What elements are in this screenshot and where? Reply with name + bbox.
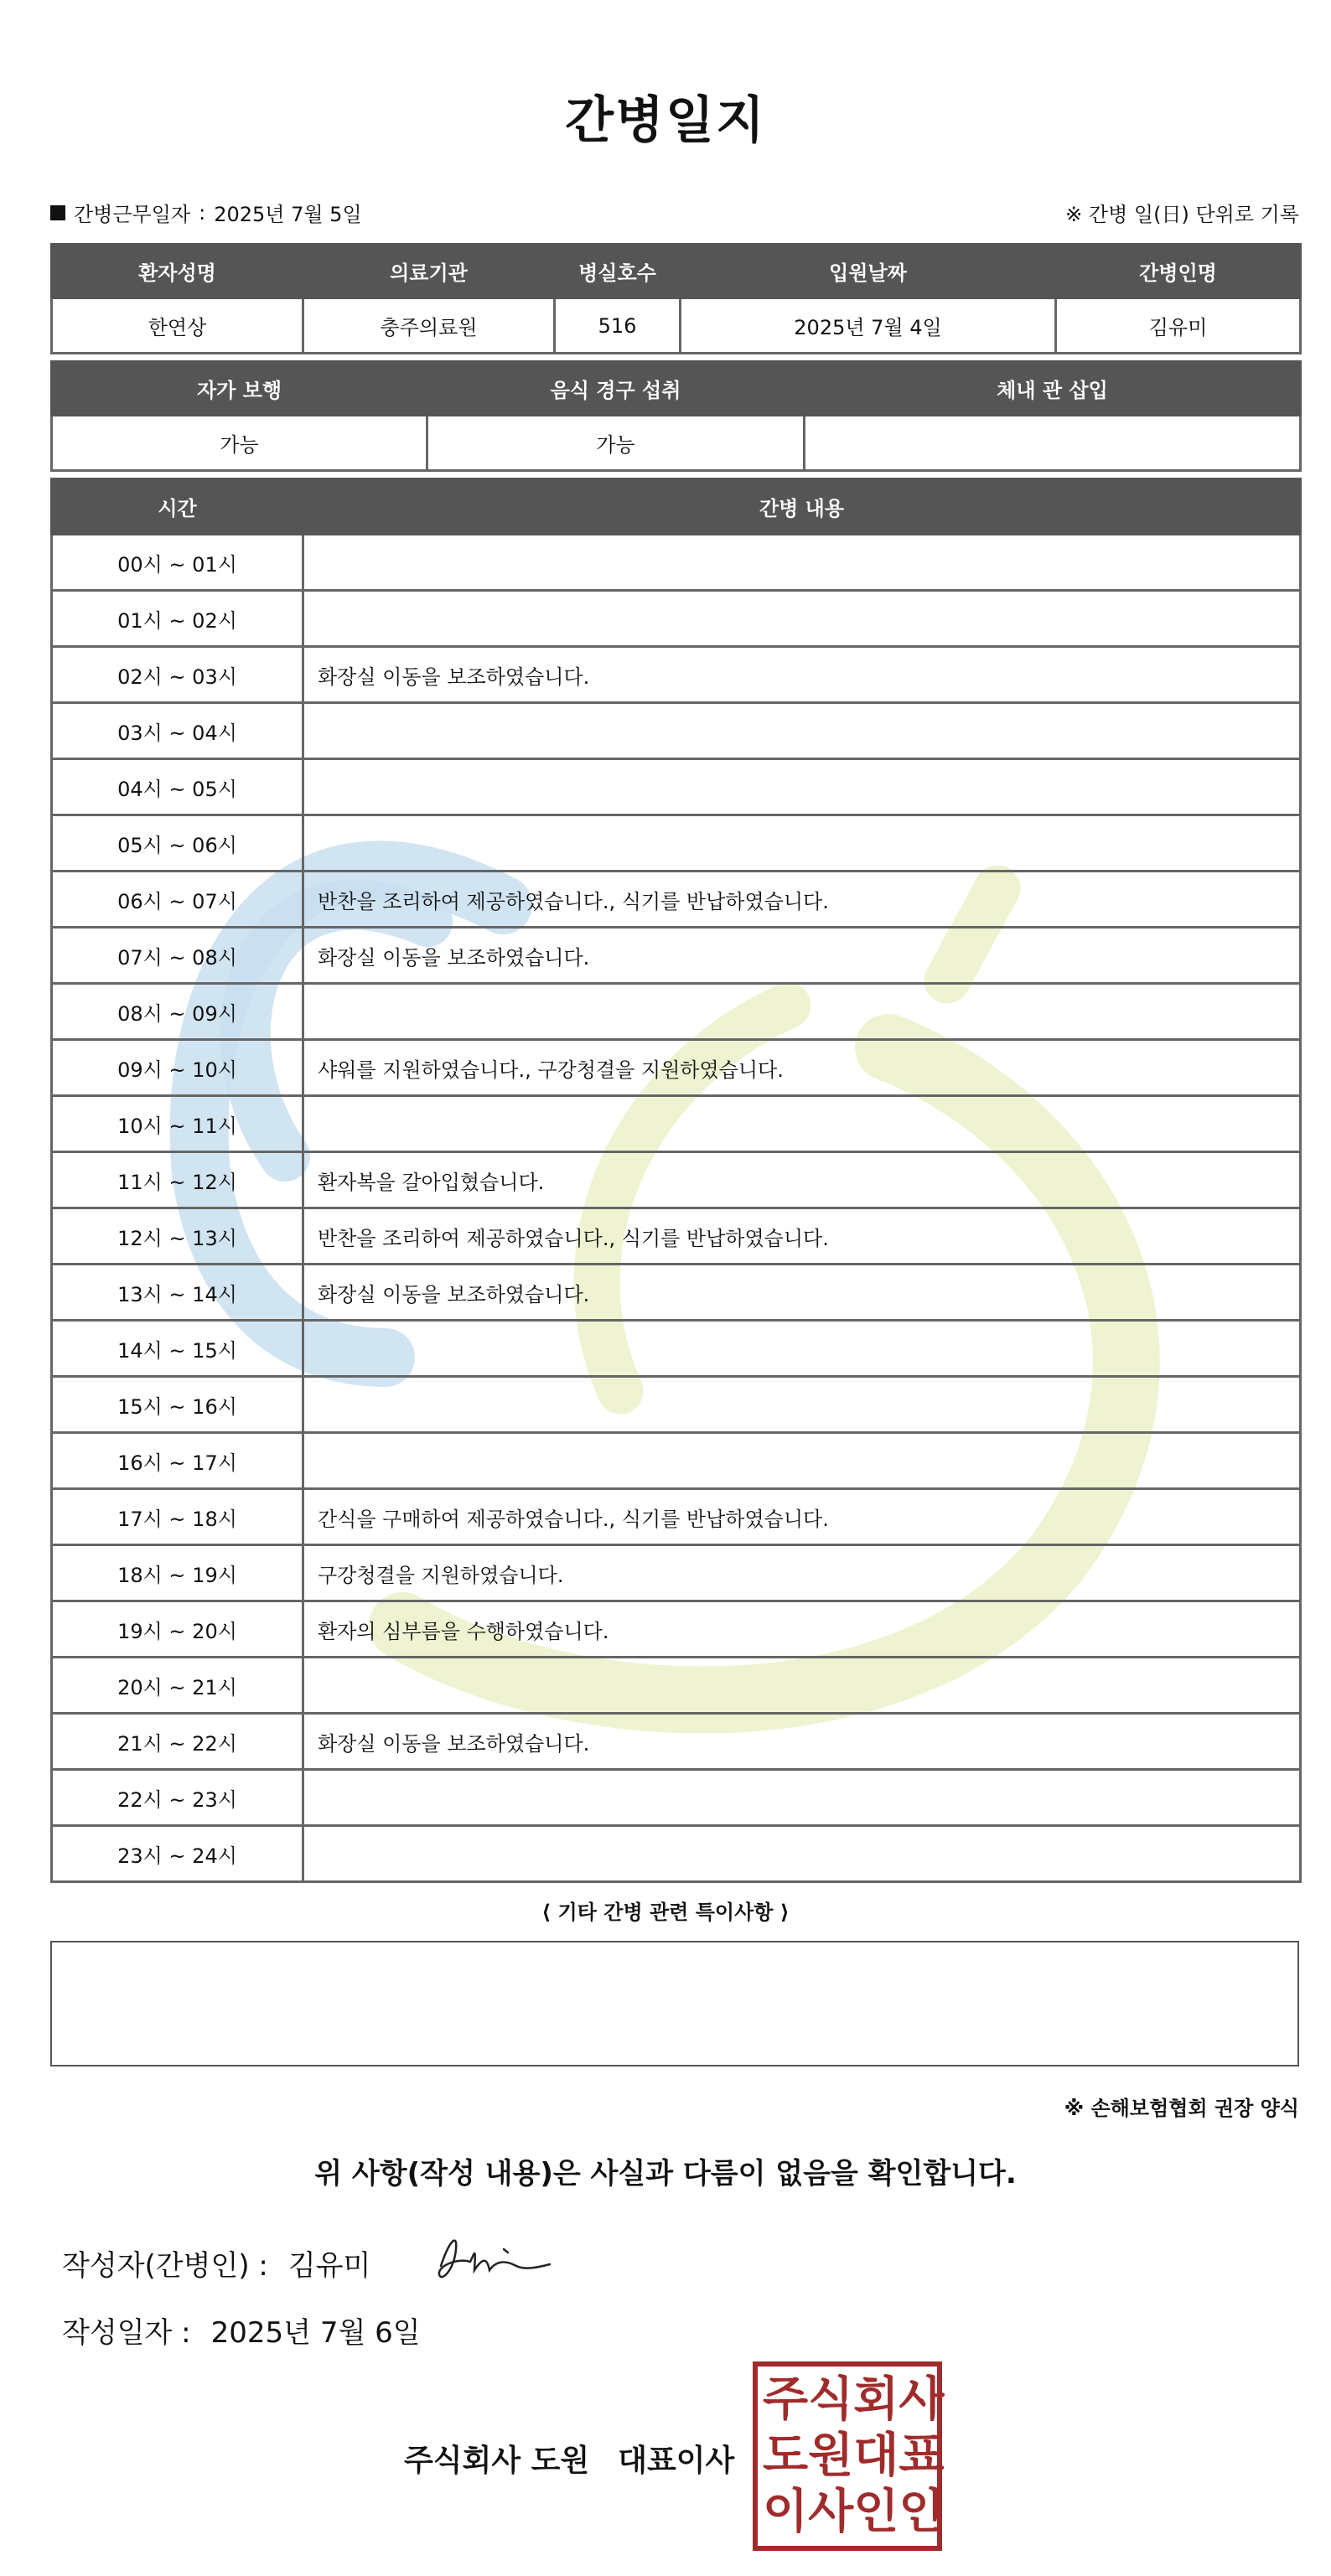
time-header: 시간 (52, 479, 303, 535)
table-row (52, 872, 1301, 928)
room-header: 병실호수 (555, 245, 681, 298)
table-row (52, 1377, 1301, 1433)
seal-char: 원 (808, 2428, 854, 2483)
work-date (50, 198, 362, 227)
time-cell: 12시 ~ 13시 (52, 1208, 303, 1265)
signature-mark (424, 2224, 558, 2291)
content-cell (303, 1096, 1301, 1152)
time-cell: 18시 ~ 19시 (52, 1545, 303, 1601)
content-cell (303, 591, 1301, 647)
hospital-header: 의료기관 (303, 245, 555, 298)
log-table (50, 478, 1302, 1883)
written-date-line (62, 2310, 421, 2351)
time-cell: 07시 ~ 08시 (52, 928, 303, 984)
seal-char: 인 (899, 2485, 945, 2540)
time-cell: 16시 ~ 17시 (52, 1433, 303, 1489)
table-row (52, 1489, 1301, 1545)
work-date-label: 간병근무일자 (74, 203, 191, 226)
table-row (52, 928, 1301, 984)
content-cell: 환자의 심부름을 수행하였습니다. (303, 1601, 1301, 1658)
table-row (52, 1770, 1301, 1826)
company-title: 대표이사 (618, 2444, 735, 2478)
content-cell (303, 1433, 1301, 1489)
time-cell: 17시 ~ 18시 (52, 1489, 303, 1545)
writer-line (62, 2242, 370, 2284)
table-row (52, 1714, 1301, 1770)
seal-char: 식 (808, 2372, 854, 2427)
content-cell: 구강청결을 지원하였습니다. (303, 1545, 1301, 1601)
patient-name: 한연상 (52, 298, 303, 354)
time-cell: 00시 ~ 01시 (52, 535, 303, 591)
time-cell: 04시 ~ 05시 (52, 759, 303, 815)
content-cell: 간식을 구매하여 제공하였습니다., 식기를 반납하였습니다. (303, 1489, 1301, 1545)
patient-header-row (52, 245, 1301, 298)
tube-value (805, 416, 1301, 471)
seal-char: 표 (899, 2428, 945, 2483)
content-cell (303, 535, 1301, 591)
content-cell: 화장실 이동을 보조하였습니다. (303, 1714, 1301, 1770)
seal-char: 대 (853, 2428, 899, 2483)
seal-char: 도 (763, 2428, 809, 2483)
square-bullet-icon (50, 205, 65, 220)
seal-char: 사 (808, 2485, 854, 2540)
content-cell: 샤워를 지원하였습니다., 구강청결을 지원하였습니다. (303, 1040, 1301, 1096)
content-cell (303, 984, 1301, 1040)
time-cell: 02시 ~ 03시 (52, 647, 303, 703)
unit-note: ※ 간병 일(日) 단위로 기록 (1065, 203, 1299, 226)
form-note: ※ 손해보험협회 권장 양식 (1064, 2097, 1299, 2120)
table-row (52, 815, 1301, 872)
page-title: 간병일지 (565, 91, 766, 150)
oral-intake-header: 음식 경구 섭취 (427, 362, 805, 416)
written-date-value: 2025년 7월 6일 (210, 2316, 421, 2350)
time-cell: 11시 ~ 12시 (52, 1152, 303, 1208)
content-cell (303, 1321, 1301, 1377)
content-cell: 반찬을 조리하여 제공하였습니다., 식기를 반납하였습니다. (303, 1208, 1301, 1265)
caregiver-name: 김유미 (1056, 298, 1301, 354)
table-row (52, 1040, 1301, 1096)
time-cell: 03시 ~ 04시 (52, 703, 303, 759)
patient-table (50, 243, 1302, 354)
content-cell: 화장실 이동을 보조하였습니다. (303, 1265, 1301, 1321)
table-row (52, 1265, 1301, 1321)
time-cell: 15시 ~ 16시 (52, 1377, 303, 1433)
status-header-row (52, 362, 1301, 416)
table-row (52, 1208, 1301, 1265)
work-date-separator: : (199, 200, 206, 225)
table-row (52, 535, 1301, 591)
time-cell: 10시 ~ 11시 (52, 1096, 303, 1152)
table-row (52, 984, 1301, 1040)
seal-char: 회 (853, 2372, 899, 2427)
notes-title: ⟨ 기타 간병 관련 특이사항 ⟩ (541, 1901, 790, 1924)
table-row (52, 1826, 1301, 1882)
table-row (52, 703, 1301, 759)
time-cell: 22시 ~ 23시 (52, 1770, 303, 1826)
time-cell: 20시 ~ 21시 (52, 1658, 303, 1714)
content-cell: 화장실 이동을 보조하였습니다. (303, 928, 1301, 984)
status-table (50, 360, 1302, 472)
time-cell: 23시 ~ 24시 (52, 1826, 303, 1882)
time-cell: 09시 ~ 10시 (52, 1040, 303, 1096)
table-row (52, 1658, 1301, 1714)
table-row (52, 1545, 1301, 1601)
company-name: 주식회사 도원 (404, 2444, 590, 2478)
patient-name-header: 환자성명 (52, 245, 303, 298)
time-cell: 14시 ~ 15시 (52, 1321, 303, 1377)
time-cell: 13시 ~ 14시 (52, 1265, 303, 1321)
admission-date: 2025년 7월 4일 (681, 298, 1056, 354)
patient-value-row (52, 298, 1301, 354)
content-cell (303, 703, 1301, 759)
table-row (52, 591, 1301, 647)
content-cell (303, 759, 1301, 815)
content-cell (303, 1658, 1301, 1714)
table-row (52, 759, 1301, 815)
table-row (52, 647, 1301, 703)
writer-name: 김유미 (287, 2249, 371, 2283)
time-cell: 21시 ~ 22시 (52, 1714, 303, 1770)
content-cell: 화장실 이동을 보조하였습니다. (303, 647, 1301, 703)
seal-char: 사 (899, 2372, 945, 2427)
content-cell (303, 1826, 1301, 1882)
written-date-label: 작성일자 : (62, 2316, 191, 2350)
status-value-row (52, 416, 1301, 471)
content-cell (303, 1770, 1301, 1826)
time-cell: 01시 ~ 02시 (52, 591, 303, 647)
hospital: 충주의료원 (303, 298, 555, 354)
meta-row (50, 198, 1299, 231)
table-row (52, 1433, 1301, 1489)
admission-date-header: 입원날짜 (681, 245, 1056, 298)
writer-label: 작성자(간병인) : (62, 2249, 268, 2283)
oral-intake-value: 가능 (427, 416, 805, 471)
tube-header: 체내 관 삽입 (805, 362, 1301, 416)
time-cell: 05시 ~ 06시 (52, 815, 303, 872)
table-row (52, 1152, 1301, 1208)
company-line (404, 2437, 734, 2480)
confirmation-statement: 위 사항(작성 내용)은 사실과 다름이 없음을 확인합니다. (314, 2157, 1017, 2191)
seal-char: 인 (853, 2485, 899, 2540)
content-header: 간병 내용 (303, 479, 1301, 535)
seal-char: 이 (763, 2485, 809, 2540)
log-header-row (52, 479, 1301, 535)
work-date-value: 2025년 7월 5일 (214, 203, 362, 226)
time-cell: 19시 ~ 20시 (52, 1601, 303, 1658)
company-seal (753, 2361, 945, 2551)
room-number: 516 (555, 298, 681, 354)
table-row (52, 1096, 1301, 1152)
time-cell: 06시 ~ 07시 (52, 872, 303, 928)
content-cell: 반찬을 조리하여 제공하였습니다., 식기를 반납하였습니다. (303, 872, 1301, 928)
notes-box (50, 1941, 1299, 2066)
content-cell: 환자복을 갈아입혔습니다. (303, 1152, 1301, 1208)
content-cell (303, 815, 1301, 872)
walking-header: 자가 보행 (52, 362, 427, 416)
caregiver-name-header: 간병인명 (1056, 245, 1301, 298)
walking-value: 가능 (52, 416, 427, 471)
seal-char: 주 (763, 2372, 809, 2427)
content-cell (303, 1377, 1301, 1433)
time-cell: 08시 ~ 09시 (52, 984, 303, 1040)
table-row (52, 1601, 1301, 1658)
table-row (52, 1321, 1301, 1377)
